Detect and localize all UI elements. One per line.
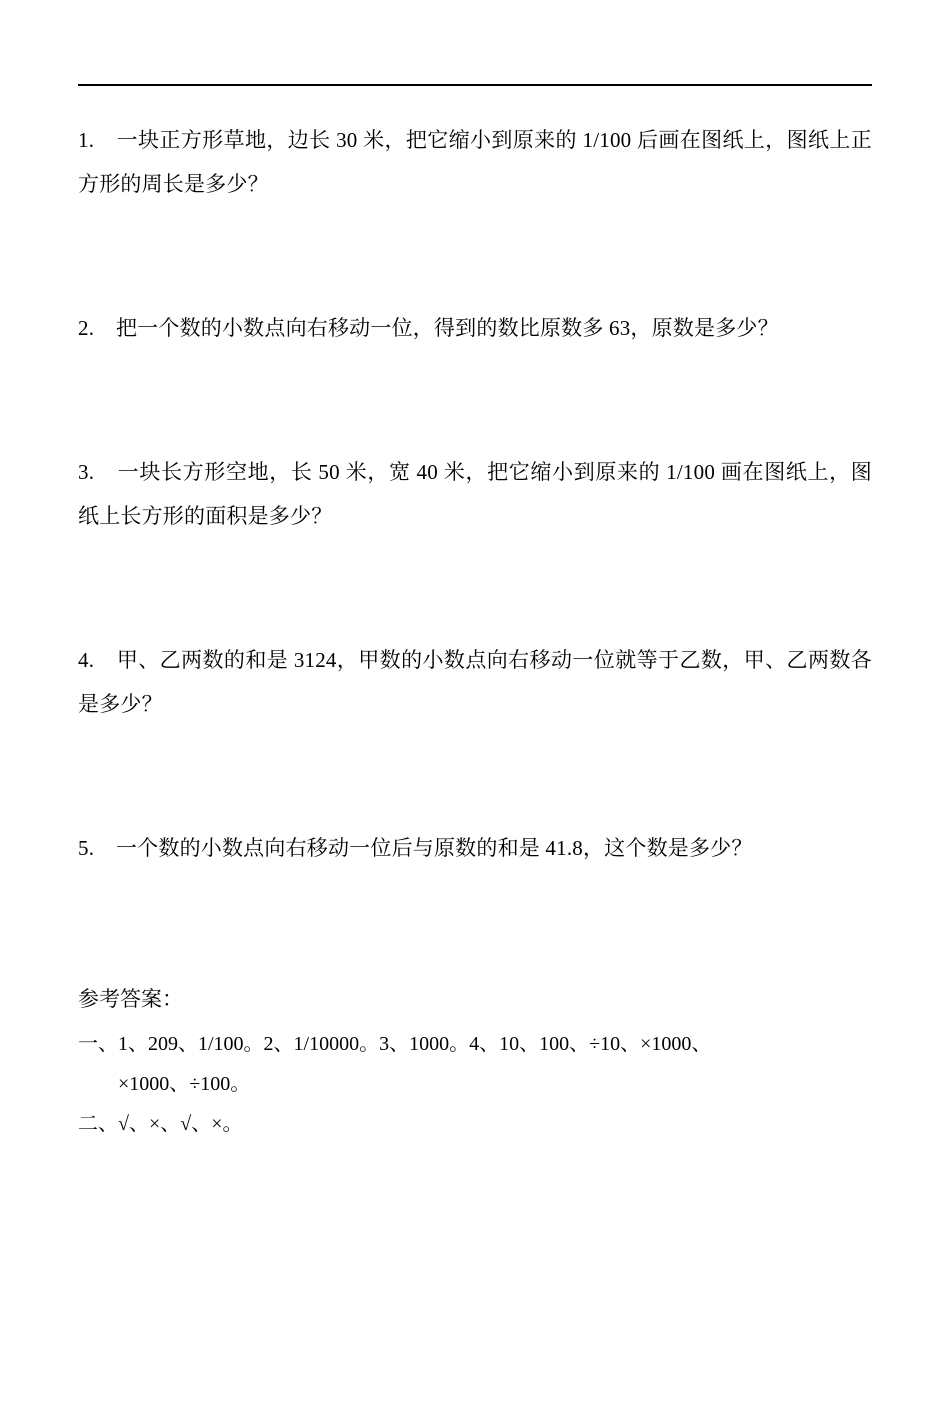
answers-block <box>78 1024 872 1144</box>
question-number-3: 3. <box>78 460 95 484</box>
answers-heading: 参考答案： <box>78 987 183 1011</box>
answer-line-3: 二、√、×、√、×。 <box>78 1113 243 1135</box>
question-text-4: 甲、乙两数的和是 3124，甲数的小数点向右移动一位就等于乙数，甲、乙两数各是多少？ <box>78 648 872 716</box>
question-number-4: 4. <box>78 648 95 672</box>
question-item-3 <box>78 450 872 538</box>
question-text-2: 把一个数的小数点向右移动一位，得到的数比原数多 63，原数是多少？ <box>115 316 779 340</box>
question-number-2: 2. <box>78 316 95 340</box>
question-text-3: 一块长方形空地，长 50 米，宽 40 米，把它缩小到原来的 1/100 画在图纸上，图纸上长方形的面积是多少？ <box>78 460 872 528</box>
worksheet-page <box>0 84 950 1428</box>
question-item-4 <box>78 638 872 726</box>
question-item-1 <box>78 118 872 206</box>
question-number-5: 5. <box>78 836 95 860</box>
answer-line-1: 一、1、209、1/100。2、1/10000。3、1000。4、10、100、÷10、×1000、 <box>78 1033 712 1055</box>
question-item-5 <box>78 826 872 870</box>
question-text-5: 一个数的小数点向右移动一位后与原数的和是 41.8，这个数是多少？ <box>115 836 753 860</box>
answer-line-2: ×1000、÷100。 <box>118 1073 251 1095</box>
question-text-1: 一块正方形草地，边长 30 米，把它缩小到原来的 1/100 后画在图纸上，图纸上正方形的周长是多少？ <box>78 128 872 196</box>
header-divider <box>78 84 872 86</box>
question-item-2 <box>78 306 872 350</box>
question-number-1: 1. <box>78 128 95 152</box>
